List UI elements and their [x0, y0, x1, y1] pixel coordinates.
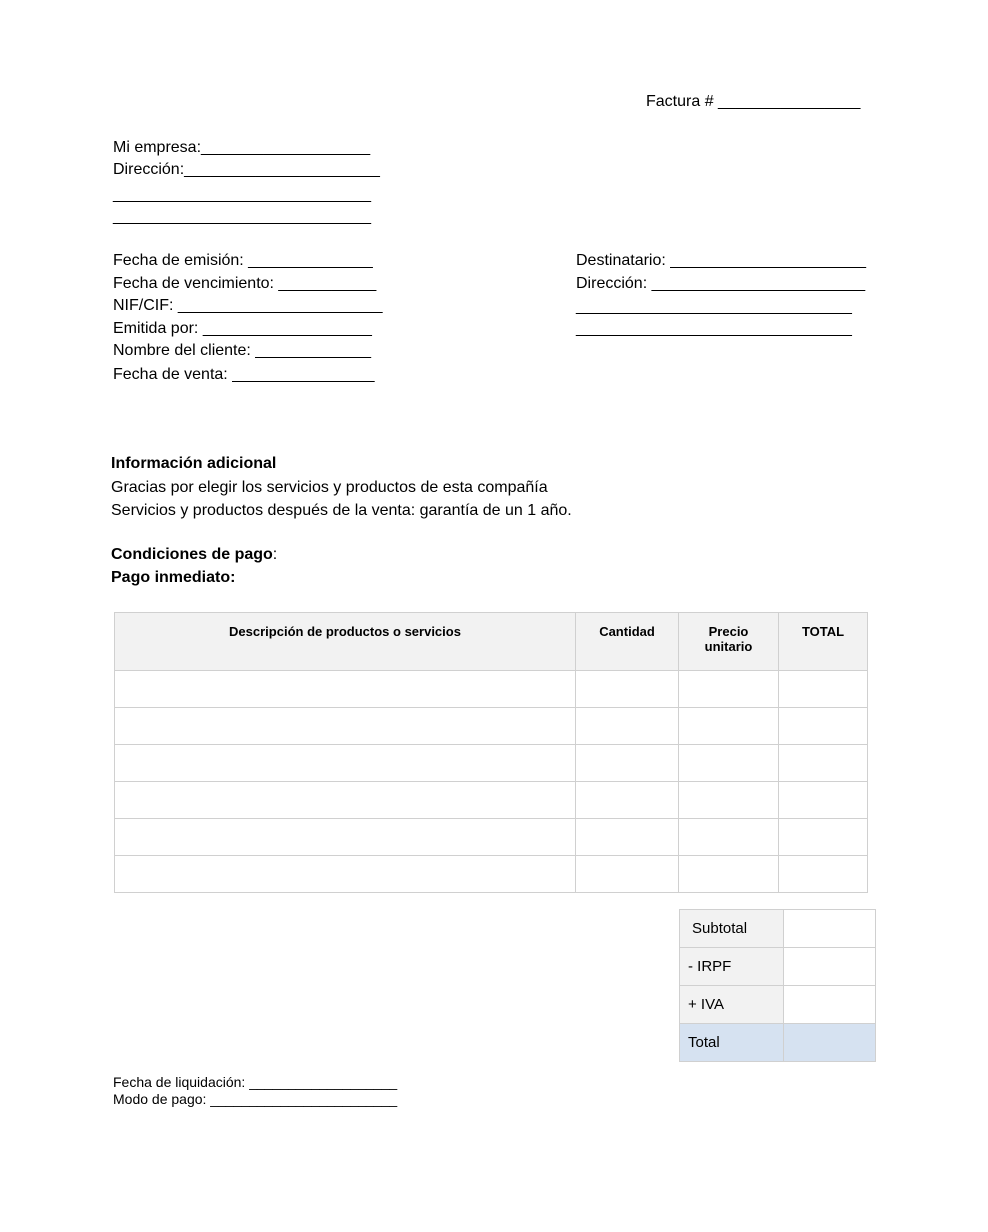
- total-label: Total: [680, 1024, 784, 1062]
- unit-price-cell[interactable]: [679, 856, 779, 893]
- header-total: TOTAL: [779, 613, 868, 671]
- description-cell[interactable]: [115, 708, 576, 745]
- company-name-line: Mi empresa:___________________: [113, 139, 371, 156]
- recipient-address-extra-1: _______________________________: [576, 298, 852, 315]
- client-name-line: Nombre del cliente: _____________: [113, 342, 371, 359]
- payment-terms-label: Condiciones de pago: [111, 546, 273, 563]
- items-table: [114, 612, 868, 893]
- iva-row: [680, 986, 876, 1024]
- recipient-address-extra-2: _______________________________: [576, 320, 852, 337]
- company-address-line: Dirección:______________________: [113, 161, 380, 178]
- iva-value[interactable]: [784, 986, 876, 1024]
- due-date-line: Fecha de vencimiento: ___________: [113, 275, 377, 292]
- header-unit-price: [679, 613, 779, 671]
- additional-info-line-2: Servicios y productos después de la venta: garantía de un 1 año.: [111, 502, 572, 519]
- table-row: [115, 782, 868, 819]
- recipient-line: Destinatario: ______________________: [576, 252, 867, 269]
- header-description: Descripción de productos o servicios: [115, 613, 576, 671]
- unit-price-cell[interactable]: [679, 671, 779, 708]
- items-table-header: [115, 613, 868, 671]
- quantity-cell[interactable]: [576, 671, 679, 708]
- subtotal-row: [680, 910, 876, 948]
- unit-price-cell[interactable]: [679, 782, 779, 819]
- subtotal-label: Subtotal: [680, 910, 784, 948]
- recipient-address-line: Dirección: ________________________: [576, 275, 866, 292]
- table-row: [115, 856, 868, 893]
- total-cell[interactable]: [779, 745, 868, 782]
- unit-price-cell[interactable]: [679, 708, 779, 745]
- payment-terms-colon: :: [272, 546, 278, 563]
- irpf-row: [680, 948, 876, 986]
- issued-by-line: Emitida por: ___________________: [113, 320, 372, 337]
- company-address-extra-2: _____________________________: [113, 208, 372, 225]
- description-cell[interactable]: [115, 782, 576, 819]
- quantity-cell[interactable]: [576, 782, 679, 819]
- total-row: [680, 1024, 876, 1062]
- quantity-cell[interactable]: [576, 708, 679, 745]
- payment-terms-heading: [111, 544, 277, 566]
- description-cell[interactable]: [115, 856, 576, 893]
- tax-id-line: NIF/CIF: _______________________: [113, 297, 383, 314]
- header-unit-price-line-1: Precio: [708, 624, 749, 639]
- description-cell[interactable]: [115, 745, 576, 782]
- iva-label: + IVA: [680, 986, 784, 1024]
- company-address-extra-1: _____________________________: [113, 186, 372, 203]
- header-quantity: Cantidad: [576, 613, 679, 671]
- issue-date-line: Fecha de emisión: ______________: [113, 252, 373, 269]
- immediate-payment-line: Pago inmediato:: [111, 569, 236, 586]
- total-cell[interactable]: [779, 782, 868, 819]
- total-value[interactable]: [784, 1024, 876, 1062]
- unit-price-cell[interactable]: [679, 745, 779, 782]
- payment-method-line: Modo de pago: ________________________: [113, 1091, 398, 1107]
- quantity-cell[interactable]: [576, 819, 679, 856]
- irpf-label: - IRPF: [680, 948, 784, 986]
- total-cell[interactable]: [779, 671, 868, 708]
- sale-date-line: Fecha de venta: ________________: [113, 366, 375, 383]
- table-row: [115, 708, 868, 745]
- total-cell[interactable]: [779, 856, 868, 893]
- totals-table: [679, 909, 876, 1062]
- table-row: [115, 671, 868, 708]
- invoice-number: Factura # ________________: [646, 93, 861, 110]
- total-cell[interactable]: [779, 819, 868, 856]
- unit-price-cell[interactable]: [679, 819, 779, 856]
- description-cell[interactable]: [115, 819, 576, 856]
- header-unit-price-line-2: unitario: [704, 639, 753, 654]
- total-cell[interactable]: [779, 708, 868, 745]
- additional-info-line-1: Gracias por elegir los servicios y productos de esta compañía: [111, 479, 548, 496]
- additional-info-heading: Información adicional: [111, 455, 277, 472]
- quantity-cell[interactable]: [576, 856, 679, 893]
- quantity-cell[interactable]: [576, 745, 679, 782]
- irpf-value[interactable]: [784, 948, 876, 986]
- table-row: [115, 745, 868, 782]
- description-cell[interactable]: [115, 671, 576, 708]
- settlement-date-line: Fecha de liquidación: ___________________: [113, 1074, 398, 1090]
- subtotal-value[interactable]: [784, 910, 876, 948]
- table-row: [115, 819, 868, 856]
